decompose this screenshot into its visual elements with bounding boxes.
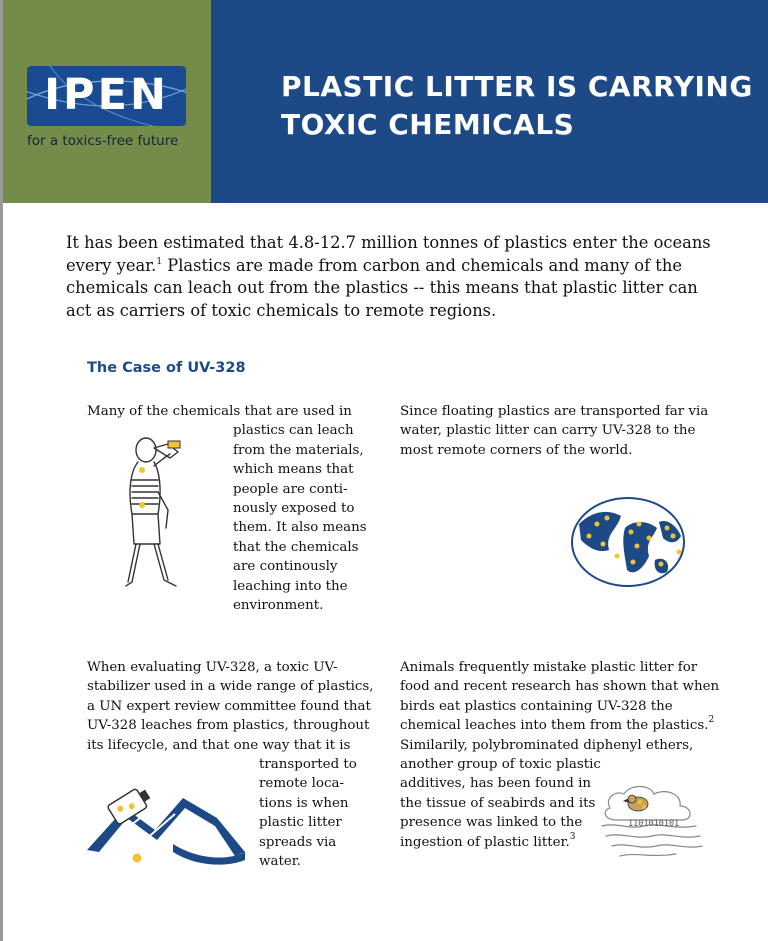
tagline: for a toxics-free future [27, 133, 179, 149]
text-line: remote loca- [259, 776, 344, 792]
text-line: that the chemicals [233, 539, 359, 555]
text-line: its lifecycle, and that one way that it is [87, 737, 351, 753]
text-line: environment. [233, 598, 324, 614]
text-line: them. It also means [233, 520, 367, 536]
text-line: Since floating plastics are transported far via [400, 404, 709, 419]
text-line: additives, has been found in [400, 776, 591, 792]
title-line: TOXIC CHEMICALS [281, 108, 575, 141]
footnote-ref: 3 [569, 831, 576, 842]
text-line: ingestion of plastic litter.$^3$ [400, 831, 576, 850]
text-line: Animals frequently mistake plastic litter for [400, 660, 698, 675]
text-line: another group of toxic plastic [400, 757, 601, 773]
page-title [281, 68, 753, 144]
globe-with-dots-icon [567, 494, 689, 590]
text-line: Similarily, polybrominated diphenyl ethers, [400, 737, 694, 753]
intro-line: every year.$^1$ Plastics are made from carbon and chemicals and many of the [66, 255, 682, 275]
ipen-logo [27, 66, 186, 126]
text-line: Many of the chemicals that are used in [87, 404, 352, 419]
text-line: plastics can leach [233, 423, 354, 439]
text-line: tions is when [259, 795, 349, 811]
text-line: from the materials, [233, 442, 364, 458]
person-drinking-from-bottle-icon [118, 432, 188, 592]
text-line: presence was linked to the [400, 815, 583, 831]
block-2 [400, 402, 708, 460]
title-line: PLASTIC LITTER IS CARRYING [281, 70, 753, 103]
text-line: most remote corners of the world. [400, 442, 633, 458]
intro-line: It has been estimated that 4.8-12.7 million tonnes of plastics enter the oceans [66, 233, 711, 252]
intro-paragraph [66, 232, 726, 322]
text-line: transported to [259, 757, 357, 772]
text-line: spreads via [259, 834, 337, 850]
text-line: people are conti- [233, 481, 348, 497]
text-line: a UN expert review committee found that [87, 698, 371, 714]
section-title: The Case of UV-328 [87, 360, 246, 376]
logo-text: IPEN [44, 70, 169, 120]
text-line: stabilizer used in a wide range of plastics, [87, 679, 374, 695]
text-line: water. [259, 854, 301, 870]
text-line: which means that [233, 462, 354, 478]
block-3-lead [87, 658, 373, 755]
block-1-wrapped [233, 421, 367, 615]
text-line: plastic litter [259, 815, 342, 831]
text-line: leaching into the [233, 578, 348, 594]
text-line: water, plastic litter can carry UV-328 to the [400, 423, 696, 439]
bird-on-water-icon [596, 780, 708, 860]
text-line: When evaluating UV-328, a toxic UV- [87, 660, 338, 675]
intro-line: act as carriers of toxic chemicals to remote regions. [66, 300, 497, 320]
block-3-wrapped [259, 755, 357, 871]
bottle-in-waves-icon [85, 778, 250, 868]
text-line: chemical leaches into them from the plastics.$^2$ [400, 715, 715, 734]
intro-line: chemicals can leach out from the plastics -- this means that plastic litter can [66, 278, 698, 297]
logo-panel [3, 0, 211, 203]
binary-text: 1101010101 [628, 819, 680, 829]
text-line: birds eat plastics containing UV-328 the [400, 698, 673, 714]
block-1-lead [87, 402, 352, 421]
footnote-ref: 1 [156, 256, 163, 267]
footnote-ref: 2 [708, 715, 715, 726]
text-line: UV-328 leaches from plastics, throughout [87, 718, 370, 734]
text-line: the tissue of seabirds and its [400, 795, 596, 811]
text-line: nously exposed to [233, 501, 355, 517]
header [0, 0, 768, 203]
text-line: food and recent research has shown that when [400, 679, 720, 695]
text-line: are continously [233, 559, 338, 575]
